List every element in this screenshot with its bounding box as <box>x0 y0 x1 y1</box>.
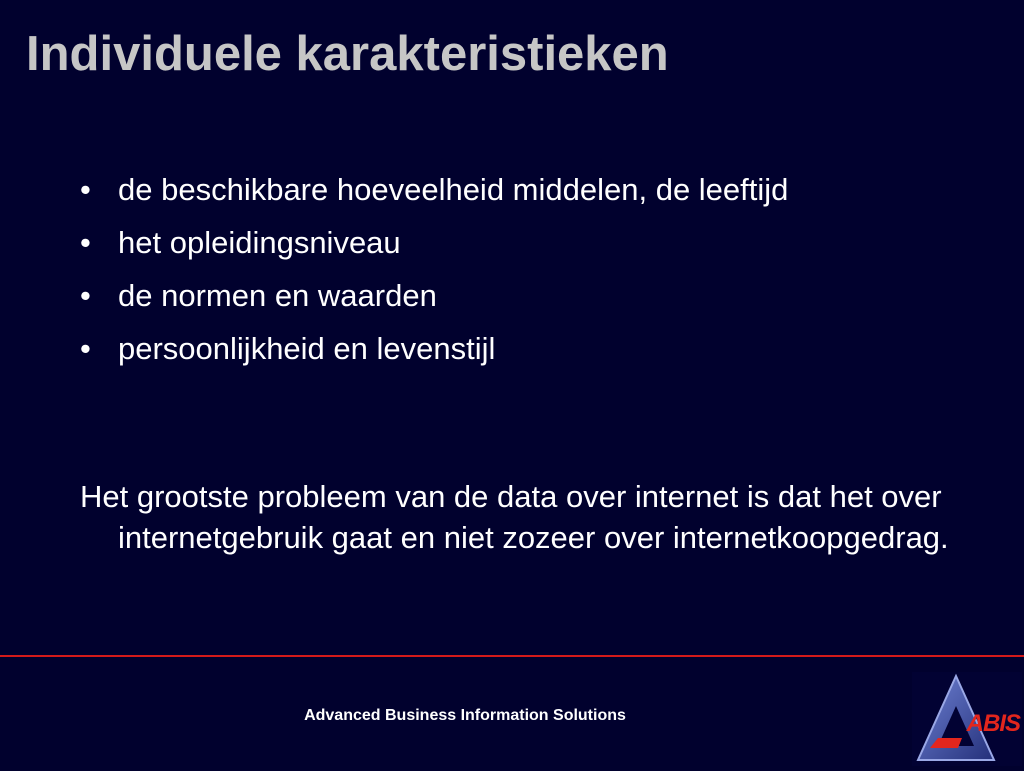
bullet-text: persoonlijkheid en levenstijl <box>118 331 496 366</box>
bullet-item <box>78 276 898 316</box>
bullet-text: de beschikbare hoeveelheid middelen, de leeftijd <box>118 172 789 207</box>
bullet-item <box>78 223 898 263</box>
bullet-list <box>78 170 898 382</box>
bullet-text: het opleidingsniveau <box>118 225 401 260</box>
bullet-icon: • <box>80 225 91 260</box>
bullet-item <box>78 329 898 369</box>
bullet-icon: • <box>80 331 91 366</box>
footer-company-name: Advanced Business Information Solutions <box>304 707 626 724</box>
body-paragraph: Het grootste probleem van de data over internet is dat het over internetgebruik gaat en niet zozeer over internetkoopgedrag. <box>80 479 949 555</box>
bullet-icon: • <box>80 278 91 313</box>
logo-text: ABIS <box>966 710 1020 737</box>
bullet-icon: • <box>80 172 91 207</box>
abis-logo <box>912 672 1022 766</box>
bullet-item <box>78 170 898 210</box>
footer-divider <box>0 655 1024 657</box>
bullet-text: de normen en waarden <box>118 278 437 313</box>
slide-title: Individuele karakteristieken <box>26 27 669 81</box>
